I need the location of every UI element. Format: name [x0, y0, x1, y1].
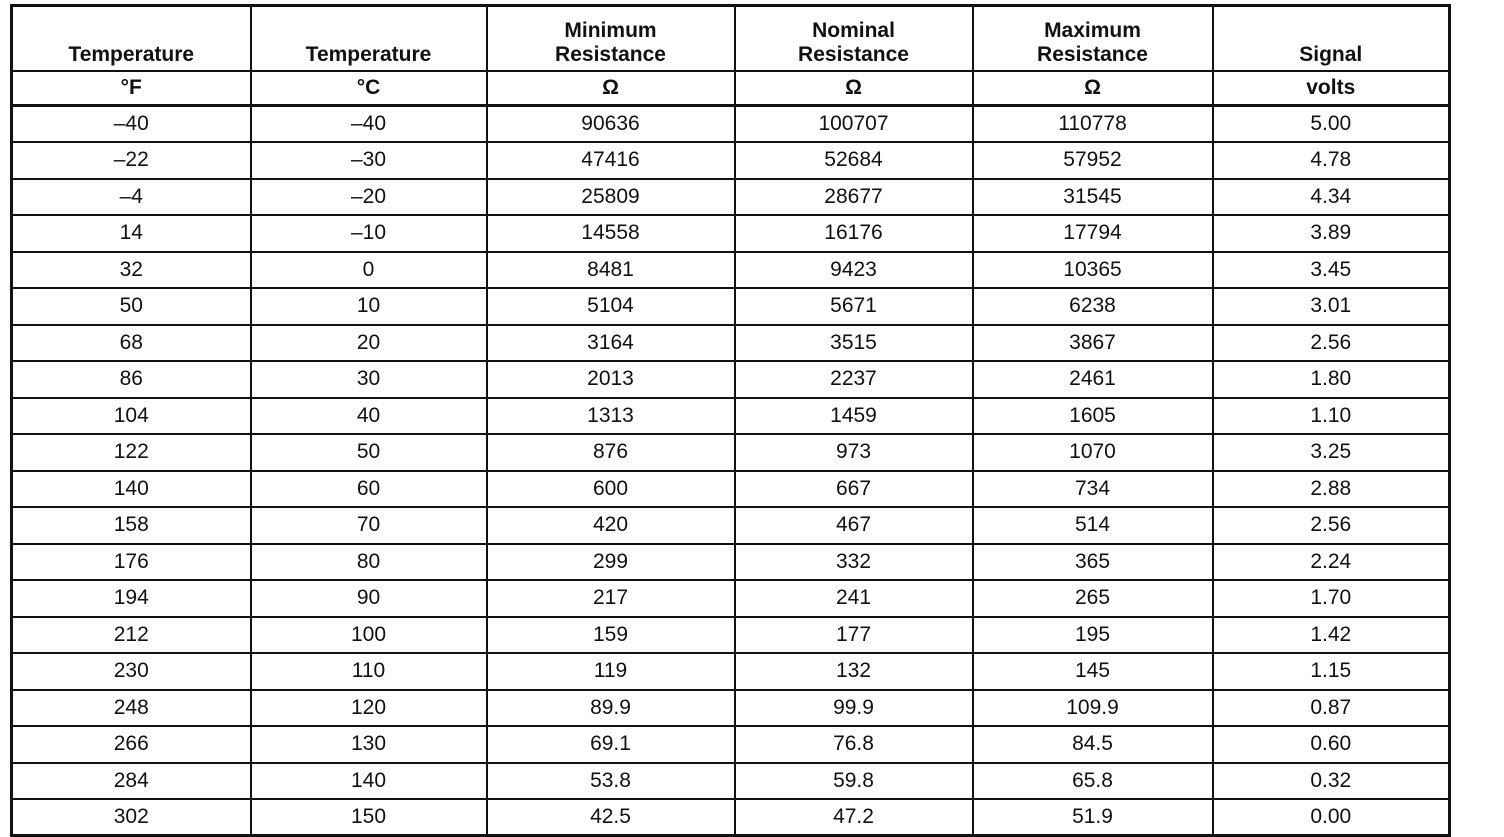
- cell-min-resistance: 1313: [487, 398, 735, 435]
- cell-signal-volts: 3.25: [1213, 434, 1450, 471]
- cell-max-resistance: 65.8: [973, 763, 1213, 800]
- cell-temp-c: 10: [251, 288, 487, 325]
- cell-temp-c: 0: [251, 252, 487, 289]
- cell-max-resistance: 195: [973, 617, 1213, 654]
- cell-max-resistance: 145: [973, 653, 1213, 690]
- temperature-resistance-table: [10, 4, 1451, 837]
- cell-temp-f: 122: [12, 434, 251, 471]
- table-row: [12, 580, 1450, 617]
- cell-temp-c: 20: [251, 325, 487, 362]
- cell-nominal-resistance: 47.2: [735, 799, 973, 836]
- cell-signal-volts: 1.80: [1213, 361, 1450, 398]
- cell-min-resistance: 600: [487, 471, 735, 508]
- table-body: [12, 106, 1450, 836]
- cell-max-resistance: 6238: [973, 288, 1213, 325]
- cell-min-resistance: 89.9: [487, 690, 735, 727]
- cell-signal-volts: 1.70: [1213, 580, 1450, 617]
- cell-max-resistance: 109.9: [973, 690, 1213, 727]
- cell-temp-f: 230: [12, 653, 251, 690]
- cell-min-resistance: 876: [487, 434, 735, 471]
- table-row: [12, 799, 1450, 836]
- cell-signal-volts: 5.00: [1213, 106, 1450, 143]
- cell-temp-f: –22: [12, 142, 251, 179]
- cell-temp-f: 140: [12, 471, 251, 508]
- cell-signal-volts: 2.88: [1213, 471, 1450, 508]
- cell-temp-f: 50: [12, 288, 251, 325]
- cell-max-resistance: 51.9: [973, 799, 1213, 836]
- cell-max-resistance: 110778: [973, 106, 1213, 143]
- unit-fahrenheit: °F: [12, 71, 251, 106]
- table-row: [12, 398, 1450, 435]
- cell-temp-f: 194: [12, 580, 251, 617]
- cell-signal-volts: 0.32: [1213, 763, 1450, 800]
- cell-temp-f: 302: [12, 799, 251, 836]
- cell-temp-f: 248: [12, 690, 251, 727]
- cell-nominal-resistance: 241: [735, 580, 973, 617]
- cell-nominal-resistance: 16176: [735, 215, 973, 252]
- cell-signal-volts: 0.00: [1213, 799, 1450, 836]
- header-maximum-resistance: Maximum Resistance: [973, 6, 1213, 72]
- cell-nominal-resistance: 52684: [735, 142, 973, 179]
- cell-min-resistance: 25809: [487, 179, 735, 216]
- cell-min-resistance: 90636: [487, 106, 735, 143]
- cell-max-resistance: 1605: [973, 398, 1213, 435]
- cell-min-resistance: 159: [487, 617, 735, 654]
- cell-max-resistance: 57952: [973, 142, 1213, 179]
- cell-signal-volts: 1.15: [1213, 653, 1450, 690]
- cell-temp-c: 90: [251, 580, 487, 617]
- table-row: [12, 215, 1450, 252]
- cell-min-resistance: 14558: [487, 215, 735, 252]
- cell-temp-c: 50: [251, 434, 487, 471]
- cell-signal-volts: 1.10: [1213, 398, 1450, 435]
- cell-signal-volts: 4.34: [1213, 179, 1450, 216]
- cell-temp-c: 130: [251, 726, 487, 763]
- cell-min-resistance: 47416: [487, 142, 735, 179]
- cell-max-resistance: 3867: [973, 325, 1213, 362]
- cell-min-resistance: 217: [487, 580, 735, 617]
- cell-temp-c: 80: [251, 544, 487, 581]
- cell-min-resistance: 8481: [487, 252, 735, 289]
- table-row: [12, 471, 1450, 508]
- table-row: [12, 361, 1450, 398]
- table-row: [12, 617, 1450, 654]
- unit-ohm-minimum: Ω: [487, 71, 735, 106]
- header-signal: Signal: [1213, 6, 1450, 72]
- header-temperature-c: Temperature: [251, 6, 487, 72]
- cell-nominal-resistance: 100707: [735, 106, 973, 143]
- cell-temp-f: –40: [12, 106, 251, 143]
- units-row: [12, 71, 1450, 106]
- cell-nominal-resistance: 99.9: [735, 690, 973, 727]
- cell-signal-volts: 4.78: [1213, 142, 1450, 179]
- cell-signal-volts: 0.87: [1213, 690, 1450, 727]
- cell-signal-volts: 2.56: [1213, 325, 1450, 362]
- cell-min-resistance: 2013: [487, 361, 735, 398]
- table-row: [12, 142, 1450, 179]
- cell-temp-c: 100: [251, 617, 487, 654]
- table-row: [12, 325, 1450, 362]
- cell-signal-volts: 0.60: [1213, 726, 1450, 763]
- unit-volts: volts: [1213, 71, 1450, 106]
- cell-min-resistance: 5104: [487, 288, 735, 325]
- cell-nominal-resistance: 3515: [735, 325, 973, 362]
- cell-temp-c: –20: [251, 179, 487, 216]
- cell-temp-c: –40: [251, 106, 487, 143]
- cell-nominal-resistance: 2237: [735, 361, 973, 398]
- cell-temp-c: 40: [251, 398, 487, 435]
- table-row: [12, 288, 1450, 325]
- cell-max-resistance: 31545: [973, 179, 1213, 216]
- unit-ohm-nominal: Ω: [735, 71, 973, 106]
- cell-signal-volts: 3.89: [1213, 215, 1450, 252]
- cell-temp-f: 266: [12, 726, 251, 763]
- table-row: [12, 653, 1450, 690]
- cell-temp-f: –4: [12, 179, 251, 216]
- cell-nominal-resistance: 59.8: [735, 763, 973, 800]
- cell-nominal-resistance: 973: [735, 434, 973, 471]
- cell-nominal-resistance: 467: [735, 507, 973, 544]
- cell-signal-volts: 3.45: [1213, 252, 1450, 289]
- cell-min-resistance: 42.5: [487, 799, 735, 836]
- cell-temp-f: 86: [12, 361, 251, 398]
- table-row: [12, 252, 1450, 289]
- cell-max-resistance: 1070: [973, 434, 1213, 471]
- table-row: [12, 544, 1450, 581]
- cell-nominal-resistance: 177: [735, 617, 973, 654]
- cell-nominal-resistance: 5671: [735, 288, 973, 325]
- cell-temp-c: 70: [251, 507, 487, 544]
- cell-nominal-resistance: 28677: [735, 179, 973, 216]
- table-row: [12, 763, 1450, 800]
- table-row: [12, 690, 1450, 727]
- cell-temp-c: 110: [251, 653, 487, 690]
- unit-celsius: °C: [251, 71, 487, 106]
- cell-signal-volts: 1.42: [1213, 617, 1450, 654]
- table-row: [12, 507, 1450, 544]
- cell-temp-c: 120: [251, 690, 487, 727]
- cell-min-resistance: 119: [487, 653, 735, 690]
- cell-max-resistance: 2461: [973, 361, 1213, 398]
- cell-min-resistance: 420: [487, 507, 735, 544]
- cell-min-resistance: 53.8: [487, 763, 735, 800]
- header-minimum-resistance: Minimum Resistance: [487, 6, 735, 72]
- cell-min-resistance: 299: [487, 544, 735, 581]
- cell-temp-f: 32: [12, 252, 251, 289]
- sensor-resistance-table-container: [10, 4, 1448, 827]
- table-row: [12, 179, 1450, 216]
- table-row: [12, 434, 1450, 471]
- cell-signal-volts: 2.24: [1213, 544, 1450, 581]
- cell-min-resistance: 69.1: [487, 726, 735, 763]
- unit-ohm-maximum: Ω: [973, 71, 1213, 106]
- cell-max-resistance: 10365: [973, 252, 1213, 289]
- cell-temp-c: 140: [251, 763, 487, 800]
- cell-max-resistance: 17794: [973, 215, 1213, 252]
- header-temperature-f: Temperature: [12, 6, 251, 72]
- table-row: [12, 106, 1450, 143]
- cell-signal-volts: 2.56: [1213, 507, 1450, 544]
- header-nominal-resistance: Nominal Resistance: [735, 6, 973, 72]
- cell-temp-f: 176: [12, 544, 251, 581]
- cell-temp-c: 30: [251, 361, 487, 398]
- cell-temp-f: 158: [12, 507, 251, 544]
- cell-max-resistance: 734: [973, 471, 1213, 508]
- cell-temp-c: 60: [251, 471, 487, 508]
- table-row: [12, 726, 1450, 763]
- cell-temp-f: 68: [12, 325, 251, 362]
- cell-nominal-resistance: 1459: [735, 398, 973, 435]
- cell-temp-c: –10: [251, 215, 487, 252]
- cell-temp-f: 212: [12, 617, 251, 654]
- cell-nominal-resistance: 332: [735, 544, 973, 581]
- cell-temp-f: 14: [12, 215, 251, 252]
- cell-max-resistance: 84.5: [973, 726, 1213, 763]
- cell-nominal-resistance: 132: [735, 653, 973, 690]
- cell-nominal-resistance: 667: [735, 471, 973, 508]
- cell-max-resistance: 514: [973, 507, 1213, 544]
- cell-min-resistance: 3164: [487, 325, 735, 362]
- cell-nominal-resistance: 76.8: [735, 726, 973, 763]
- cell-temp-c: 150: [251, 799, 487, 836]
- header-row: [12, 6, 1450, 72]
- cell-signal-volts: 3.01: [1213, 288, 1450, 325]
- cell-max-resistance: 365: [973, 544, 1213, 581]
- cell-max-resistance: 265: [973, 580, 1213, 617]
- cell-temp-c: –30: [251, 142, 487, 179]
- cell-nominal-resistance: 9423: [735, 252, 973, 289]
- cell-temp-f: 104: [12, 398, 251, 435]
- cell-temp-f: 284: [12, 763, 251, 800]
